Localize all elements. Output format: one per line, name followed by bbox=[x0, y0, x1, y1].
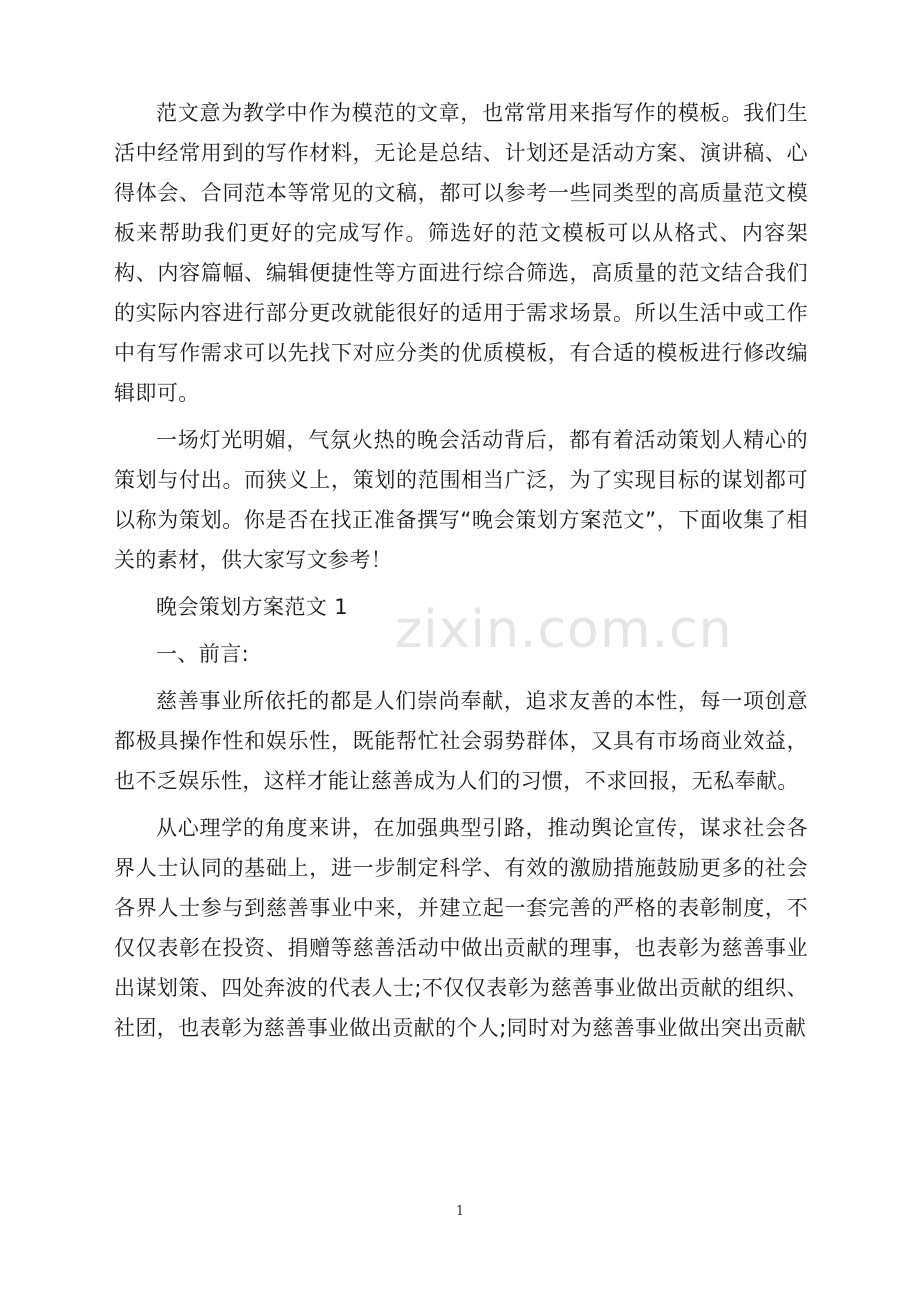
charity-paragraph: 慈善事业所依托的都是人们崇尚奉献，追求友善的本性，每一项创意都极具操作性和娱乐性，既能帮忙社会弱势群体，又具有市场商业效益，也不乏娱乐性，这样才能让慈善成为人们的习惯，不求回报，无私奉献。 bbox=[114, 689, 808, 793]
page-number: 1 bbox=[455, 1204, 465, 1219]
watermark: zixin.com.cn bbox=[395, 600, 733, 660]
intro-paragraph: 范文意为教学中作为模范的文章，也常常用来指写作的模板。我们生活中经常用到的写作材料，无论是总结、计划还是活动方案、演讲稿、心得体会、合同范本等常见的文稿，都可以参考一些同类型的高质量范文模板来帮助我们更好的完成写作。筛选好的范文模板可以从格式、内容架构、内容篇幅、编辑便捷性等方面进行综合筛选，高质量的范文结合我们的实际内容进行部分更改就能很好的适用于需求场景。所以生活中或工作中有写作需求可以先找下对应分类的优质模板，有合适的模板进行修改编辑即可。 bbox=[114, 101, 808, 405]
psychology-paragraph: 从心理学的角度来讲，在加强典型引路，推动舆论宣传，谋求社会各界人士认同的基础上，进一步制定科学、有效的激励措施鼓励更多的社会各界人士参与到慈善事业中来，并建立起一套完善的严格的表彰制度，不仅仅表彰在投资、捐赠等慈善活动中做出贡献的理事，也表彰为慈善事业出谋划策、四处奔波的代表人士;不仅仅表彰为慈善事业做出贡献的组织、社团，也表彰为慈善事业做出贡献的个人;同时对为慈善事业做出突出贡献 bbox=[114, 816, 808, 1040]
gala-intro-paragraph: 一场灯光明媚，气氛火热的晚会活动背后，都有着活动策划人精心的策划与付出。而狭义上，策划的范围相当广泛，为了实现目标的谋划都可以称为策划。你是否在找正准备撰写“晚会策划方案范文”，下面收集了相关的素材，供大家写文参考！ bbox=[114, 428, 808, 572]
subheading-preface: 一、前言: bbox=[156, 642, 250, 666]
section-title: 晚会策划方案范文 1 bbox=[156, 595, 349, 619]
document-body bbox=[114, 93, 808, 1048]
